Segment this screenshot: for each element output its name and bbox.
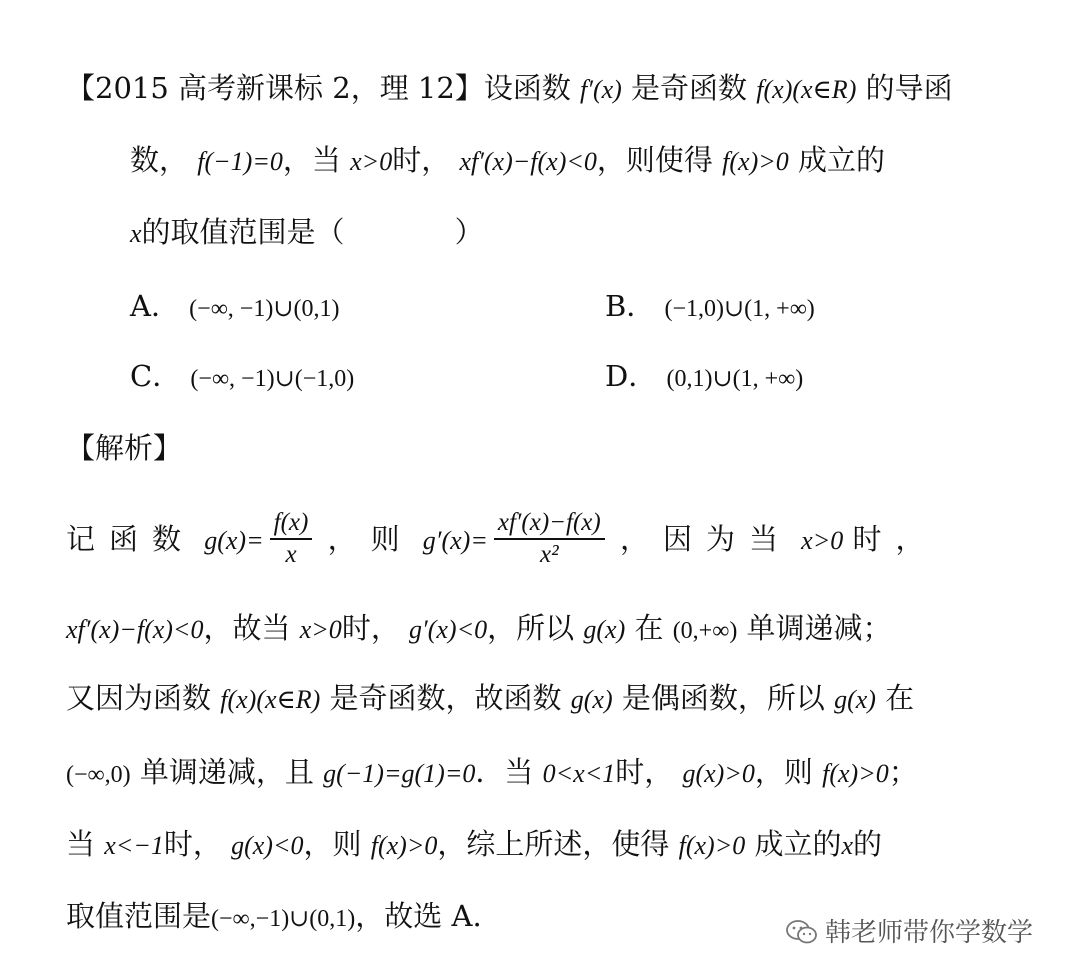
analysis-line-2 bbox=[66, 608, 892, 651]
option-letter: C． bbox=[130, 359, 182, 393]
analysis-text: 成立的 bbox=[754, 827, 842, 861]
analysis-text: 取值范围是 bbox=[66, 899, 212, 933]
watermark bbox=[785, 912, 1033, 949]
math-fx-domain: f(x)(x∈R) bbox=[756, 75, 857, 104]
option-b bbox=[605, 286, 815, 329]
option-a bbox=[130, 286, 339, 329]
math-inline: g(x) bbox=[583, 615, 626, 644]
analysis-text: ，则 bbox=[327, 521, 414, 556]
math-inline: f(x)>0 bbox=[822, 759, 889, 788]
math-gpx: g′(x)= bbox=[422, 525, 488, 555]
analysis-text: 时， bbox=[341, 611, 400, 645]
math-inline: (0,+∞) bbox=[672, 618, 738, 644]
analysis-text: 又因为函数 bbox=[66, 681, 212, 715]
analysis-text: 时， bbox=[615, 755, 674, 789]
question-text: 成立的 bbox=[798, 143, 886, 177]
option-letter: D． bbox=[605, 359, 658, 393]
question-text: 是奇函数 bbox=[631, 71, 748, 105]
math-inline: g(−1)=g(1)=0 bbox=[323, 759, 476, 788]
analysis-text: ； bbox=[888, 755, 918, 789]
wechat-icon bbox=[785, 919, 819, 945]
math-inline: (−∞,0) bbox=[66, 762, 131, 788]
option-letter: A． bbox=[130, 289, 180, 323]
option-value: (−∞, −1)∪(0,1) bbox=[189, 296, 340, 322]
analysis-line-1 bbox=[66, 510, 939, 572]
math-inline: g(x)<0 bbox=[231, 831, 304, 860]
analysis-text: 记函数 bbox=[66, 521, 196, 556]
option-value: (−1,0)∪(1, +∞) bbox=[664, 296, 815, 322]
analysis-line-3 bbox=[66, 678, 914, 720]
analysis-text: 时， bbox=[852, 521, 939, 556]
math-fprime: f′(x) bbox=[580, 75, 622, 104]
analysis-text: 时， bbox=[163, 827, 222, 861]
math-inline: x>0 bbox=[299, 615, 342, 644]
fraction-numerator: f(x) bbox=[273, 509, 309, 536]
math-inline: (−∞,−1)∪(0,1) bbox=[211, 906, 356, 932]
math-inline: xf′(x)−f(x)<0 bbox=[66, 615, 204, 644]
analysis-text: ，则 bbox=[754, 755, 813, 789]
analysis-line-6 bbox=[66, 896, 482, 939]
math-inline: x bbox=[841, 831, 854, 860]
option-d bbox=[605, 356, 803, 399]
math-gx: g(x)= bbox=[204, 525, 264, 555]
question-text: 的导函 bbox=[865, 71, 953, 105]
analysis-text: 当 bbox=[66, 827, 96, 861]
math-cond3: xf′(x)−f(x)<0 bbox=[459, 147, 597, 176]
analysis-text: ，则 bbox=[303, 827, 362, 861]
analysis-text: 单调递减，且 bbox=[139, 755, 314, 789]
option-letter: B． bbox=[605, 289, 656, 323]
analysis-text: 在 bbox=[885, 681, 915, 715]
fraction-derivative bbox=[494, 508, 605, 570]
math-inline: g′(x)<0 bbox=[409, 615, 488, 644]
fraction-fx-over-x bbox=[270, 508, 313, 570]
question-source: 【2015 高考新课标 2，理 12】 bbox=[66, 71, 484, 105]
option-value: (−∞, −1)∪(−1,0) bbox=[190, 366, 355, 392]
analysis-text: 是偶函数，所以 bbox=[621, 681, 825, 715]
question-text: 时， bbox=[392, 143, 451, 177]
fraction-denominator: x bbox=[285, 540, 297, 568]
analysis-text: ，所以 bbox=[487, 611, 575, 645]
question-line-3 bbox=[130, 212, 484, 254]
option-value: (0,1)∪(1, +∞) bbox=[666, 366, 804, 392]
question-text: ） bbox=[454, 215, 484, 249]
question-text: 设函数 bbox=[483, 71, 571, 105]
analysis-text: ，故选 A. bbox=[355, 899, 482, 933]
math-inline: f(x)>0 bbox=[678, 831, 746, 860]
analysis-text: ，因为当 bbox=[619, 521, 792, 556]
analysis-heading: 【解析】 bbox=[66, 431, 183, 465]
analysis-text: ．当 bbox=[475, 755, 534, 789]
fraction-denominator: x² bbox=[540, 540, 559, 568]
analysis-line-5 bbox=[66, 824, 882, 866]
math-cond1: f(−1)=0 bbox=[197, 147, 283, 176]
analysis-text: 在 bbox=[634, 611, 664, 645]
option-c bbox=[130, 356, 354, 399]
analysis-line-4 bbox=[66, 752, 918, 795]
math-inline: g(x)>0 bbox=[682, 759, 755, 788]
question-text: 的取值范围是（ bbox=[141, 215, 345, 249]
question-text: 数， bbox=[130, 143, 189, 177]
question-line-1 bbox=[66, 68, 953, 110]
math-inline: f(x)>0 bbox=[370, 831, 438, 860]
math-inline: f(x)(x∈R) bbox=[220, 685, 321, 714]
analysis-text: 是奇函数，故函数 bbox=[329, 681, 562, 715]
math-inline: 0<x<1 bbox=[542, 759, 616, 788]
analysis-text: 单调递减； bbox=[746, 611, 892, 645]
math-cond2: x>0 bbox=[350, 147, 393, 176]
math-inline: x>0 bbox=[801, 525, 844, 555]
analysis-text: ，综上所述，使得 bbox=[437, 827, 670, 861]
analysis-text: ，故当 bbox=[203, 611, 291, 645]
fraction-numerator: xf′(x)−f(x) bbox=[497, 509, 601, 536]
math-inline: g(x) bbox=[834, 685, 876, 714]
question-text: ，则使得 bbox=[596, 143, 713, 177]
watermark-text: 韩老师带你学数学 bbox=[825, 918, 1034, 948]
math-x: x bbox=[130, 219, 142, 248]
question-line-2 bbox=[130, 140, 885, 182]
math-inline: x<−1 bbox=[104, 831, 164, 860]
math-cond4: f(x)>0 bbox=[722, 147, 789, 176]
math-inline: g(x) bbox=[570, 685, 613, 714]
question-text: ，当 bbox=[282, 143, 341, 177]
analysis-text: 的 bbox=[853, 827, 883, 861]
